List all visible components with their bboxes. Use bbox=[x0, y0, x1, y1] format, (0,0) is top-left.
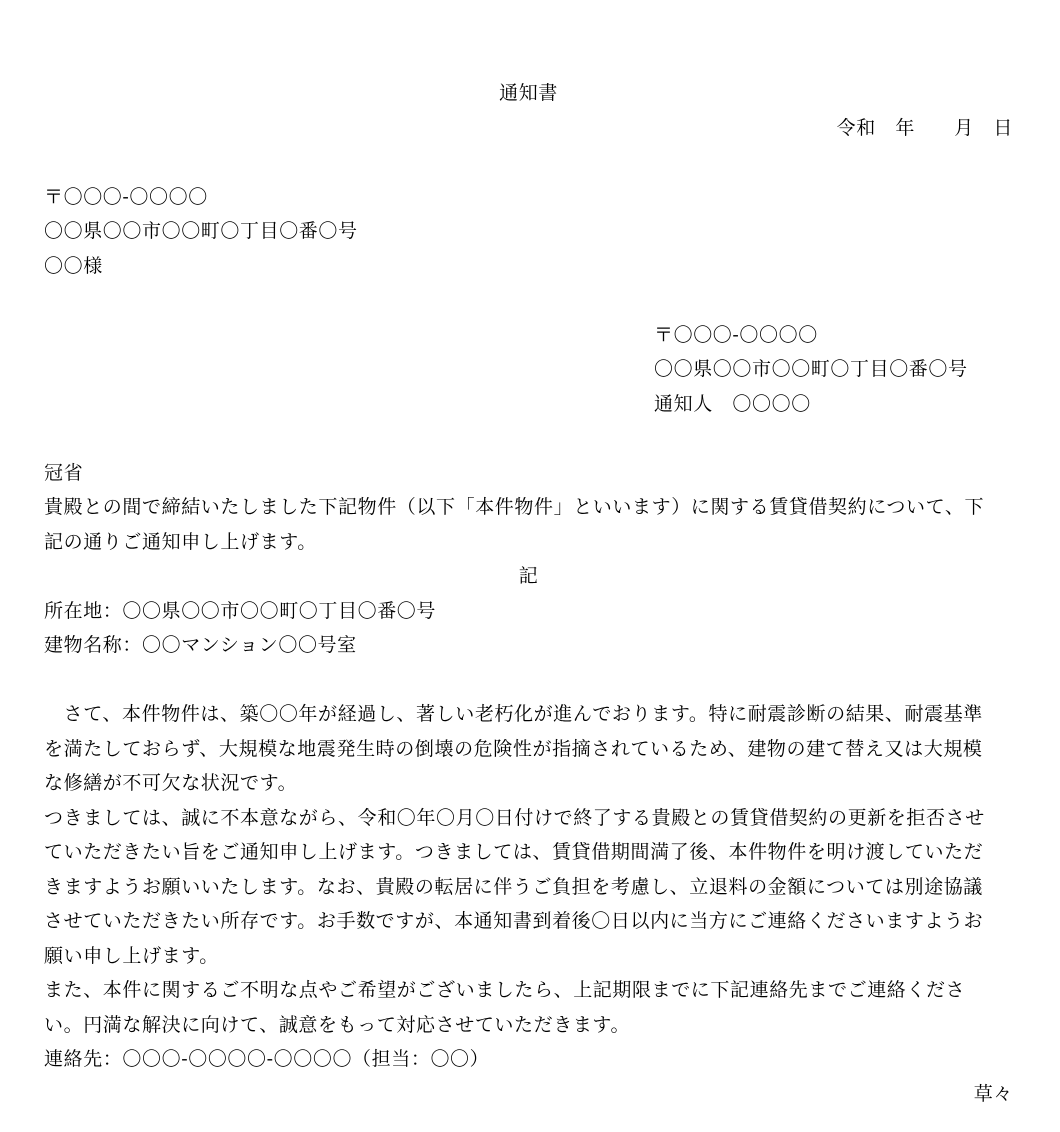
salutation: 冠省 bbox=[44, 461, 84, 484]
body-line: な修繕が不可欠な状況です。 bbox=[44, 772, 298, 794]
spacer bbox=[44, 663, 1013, 698]
intro-line: 貴殿との間で締結いたしました下記物件（以下「本件物件」といいます）に関する賃貸借契約について、下 bbox=[44, 496, 985, 518]
closing: 草々 bbox=[973, 1082, 1013, 1105]
body-line: を満たしておらず、大規模な地震発生時の倒壊の危険性が指摘されているため、建物の建て替え又は大規模 bbox=[44, 737, 983, 760]
intro-line: 記の通りご通知申し上げます。 bbox=[44, 530, 317, 553]
body-line: きますようお願いいたします。なお、貴殿の転居に伴うご負担を考慮し、立退料の金額については別途協議 bbox=[44, 875, 983, 898]
property-building: 建物名称：〇〇マンション〇〇号室 bbox=[44, 634, 357, 656]
body-line: 願い申し上げます。 bbox=[44, 944, 219, 967]
sender-name: 通知人 〇〇〇〇 bbox=[654, 392, 811, 415]
sender-address: 〇〇県〇〇市〇〇町〇丁目〇番〇号 bbox=[654, 358, 968, 380]
contact-line: 連絡先：〇〇〇-〇〇〇〇-〇〇〇〇（担当：〇〇） bbox=[44, 1048, 490, 1070]
property-location: 所在地：〇〇県〇〇市〇〇町〇丁目〇番〇号 bbox=[44, 599, 437, 622]
body-line: つきましては、誠に不本意ながら、令和〇年〇月〇日付けで終了する貴殿との賃貸借契約の更新を拒否させ bbox=[44, 806, 985, 829]
document-title: 通知書 bbox=[499, 82, 558, 104]
recipient-postal-code: 〒〇〇〇-〇〇〇〇 bbox=[44, 185, 208, 208]
recipient-name: 〇〇様 bbox=[44, 254, 103, 277]
sender-postal-code: 〒〇〇〇-〇〇〇〇 bbox=[654, 323, 818, 346]
ki-heading: 記 bbox=[518, 565, 539, 587]
spacer bbox=[44, 421, 1013, 456]
body-line: させていただきたい所存です。お手数ですが、本通知書到着後〇日以内に当方にご連絡くださいますようお bbox=[44, 910, 984, 932]
body-line: さて、本件物件は、築〇〇年が経過し、著しい老朽化が進んでおります。特に耐震診断の結果、耐震基準 bbox=[44, 703, 983, 725]
body-line: い。円満な解決に向けて、誠意をもって対応させていただきます。 bbox=[44, 1013, 631, 1036]
document-date: 令和 年 月 日 bbox=[836, 116, 1013, 139]
spacer bbox=[44, 145, 1013, 180]
body-line: ていただきたい旨をご通知申し上げます。つきましては、賃貸借期間満了後、本件物件を明け渡していただ bbox=[44, 841, 984, 863]
spacer bbox=[44, 283, 1013, 318]
body-line: また、本件に関するご不明な点やご希望がございましたら、上記期限までに下記連絡先までご連絡くださ bbox=[44, 979, 966, 1001]
recipient-address: 〇〇県〇〇市〇〇町〇丁目〇番〇号 bbox=[44, 220, 358, 242]
